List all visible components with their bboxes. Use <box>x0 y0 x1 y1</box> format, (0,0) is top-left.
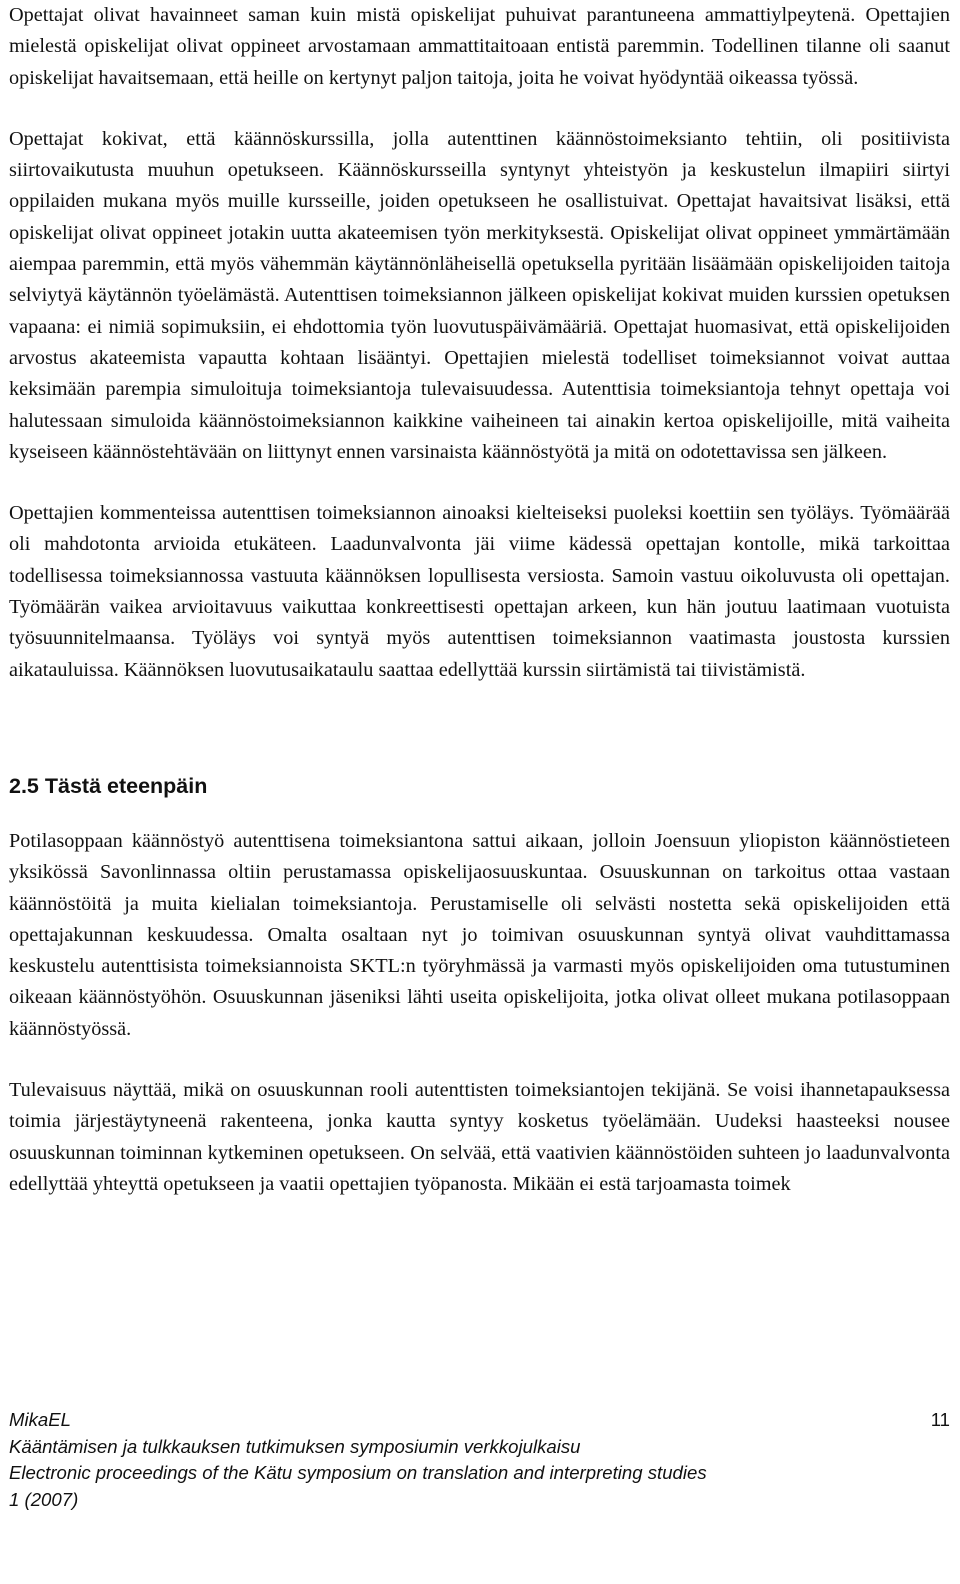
paragraph-gap <box>9 1045 950 1075</box>
journal-subtitle-en: Electronic proceedings of the Kätu symposium on translation and interpreting studies <box>9 1462 707 1483</box>
section-title: Tästä eteenpäin <box>44 773 208 798</box>
footer-top-row <box>9 1407 950 1434</box>
footer-issue <box>9 1487 950 1514</box>
journal-name: MikaEL <box>9 1409 72 1430</box>
body-paragraph: Opettajat olivat havainneet saman kuin mistä opiskelijat puhuivat parantuneena ammattiylpeytenä. Opettajien mielestä opiskelijat olivat oppineet arvostamaan ammattitaitoaan entistä paremmin. Todellinen tilanne oli saanut opiskelijat havaitsemaan, että heille on kertynyt paljon taitoja, joita he voivat hyödyntää oikeassa työssä. <box>9 4 950 89</box>
body-paragraph: Tulevaisuus näyttää, mikä on osuuskunnan rooli autenttisten toimeksiantojen tekijänä. Se voisi ihannetapauksessa toimia järjestäytyneenä rakenteena, jonka kautta syntyy kosketus työelämään. Uudeksi haasteeksi nousee osuuskunnan toiminnan kytkeminen opetukseen. On selvää, että vaativien käännöstöiden suhteen jo laadunvalvonta edellyttää yhteyttä opetukseen ja vaatii opettajien työpanosta. Mikään ei estä tarjoamasta toimek <box>9 1079 950 1195</box>
paragraph-gap <box>9 468 950 498</box>
page-footer <box>9 1407 950 1513</box>
journal-subtitle-fi: Kääntämisen ja tulkkauksen tutkimuksen symposiumin verkkojulkaisu <box>9 1435 581 1457</box>
body-paragraph: Opettajat kokivat, että käännöskurssilla, jolla autenttinen käännöstoimeksianto tehtiin, oli positiivista siirtovaikutusta muuhun opetukseen. Käännöskursseilla syntynyt yhteistyön ja keskustelun ilmapiiri siirtyi oppilaiden mukana myös muille kursseille, joiden opetukseen he osallistuivat. Opettajat havaitsivat lisäksi, että opiskelijat olivat oppineet jotakin uutta akateemisen työn merkityksestä. Opiskelijat olivat oppineet ymmärtämään aiempaa paremmin, että myös vähemmän käytännönläheisellä opetuksella pyritään lisäämään opiskelijoiden taitoja selviytyä käytännön työelämästä. Autenttisen toimeksiannon jälkeen opiskelijat kokivat muiden kurssien opetuksen vapaana: ei nimiä sopimuksiin, ei ehdottomia työn luovutuspäivämääriä. Opettajat huomasivat, että opiskelijoiden arvostus akateemista vapautta kohtaan lisääntyi. Opettajien mielestä todelliset toimeksiannot voivat auttaa keksimään parempia simuloituja toimeksiantoja tulevaisuudessa. Autenttisia toimeksiantoja tehnyt opettaja voi halutessaan simuloida käännöstoimeksiannon kaikkine vaiheineen tai ainakin kertoa opiskelijoille, mitä vaiheita kyseiseen käännöstehtävään on liittynyt ennen varsinaista käännöstyötä ja mitä on odotettavissa sen jälkeen. <box>9 127 950 463</box>
issue-label: 1 (2007) <box>9 1488 79 1510</box>
section-heading <box>9 772 950 800</box>
paragraph-gap <box>9 94 950 124</box>
page-body <box>9 0 950 1200</box>
body-paragraph: Potilasoppaan käännöstyö autenttisena toimeksiantona sattui aikaan, jolloin Joensuun yliopiston käännöstieteen yksikössä Savonlinnassa oltiin perustamassa opiskelijaosuuskuntaa. Osuuskunnan on tarkoitus ottaa vastaan käännöstöitä ja muita kielialan toimeksiantoja. Perustamiselle oli selvästi nostetta sekä opiskelijoiden että opettajakunnan keskuudessa. Omalta osaltaan nyt jo toimivan osuuskunnan syntyä olivat vauhdittamassa keskustelu autenttisista toimeksiannoista SKTL:n työryhmässä ja varmasti myös opiskelijoiden oma tutustuminen oikeaan käännöstyöhön. Osuuskunnan jäseniksi lähti useita opiskelijoita, jotka olivat olleet mukana potilasoppaan käännöstyössä. <box>9 829 950 1040</box>
section-gap <box>9 686 950 772</box>
footer-line-en <box>9 1460 950 1487</box>
page-number: 11 <box>930 1409 950 1430</box>
footer-line-fi <box>9 1434 950 1461</box>
heading-gap <box>9 800 950 826</box>
body-paragraph: Opettajien kommenteissa autenttisen toimeksiannon ainoaksi kielteiseksi puoleksi koettiin sen työläys. Työmäärää oli mahdotonta arvioida etukäteen. Laadunvalvonta jäi viime kädessä opettajan kontolle, mikä tarkoittaa todellisessa toimeksiannossa vastuuta käännöksen lopullisesta versiosta. Samoin vastuu oikoluvusta oli opettajan. Työmäärän vaikea arvioitavuus vaikuttaa konkreettisesti opettajan arkeen, kun hän joutuu laatimaan vuotuista työsuunnitelmaansa. Työläys voi syntyä myös autenttisen toimeksiannon vaatimasta joustosta kurssien aikatauluissa. Käännöksen luovutusaikataulu saattaa edellyttää kurssin siirtämistä tai tiivistämistä. <box>9 502 950 681</box>
section-number: 2.5 <box>9 773 39 798</box>
